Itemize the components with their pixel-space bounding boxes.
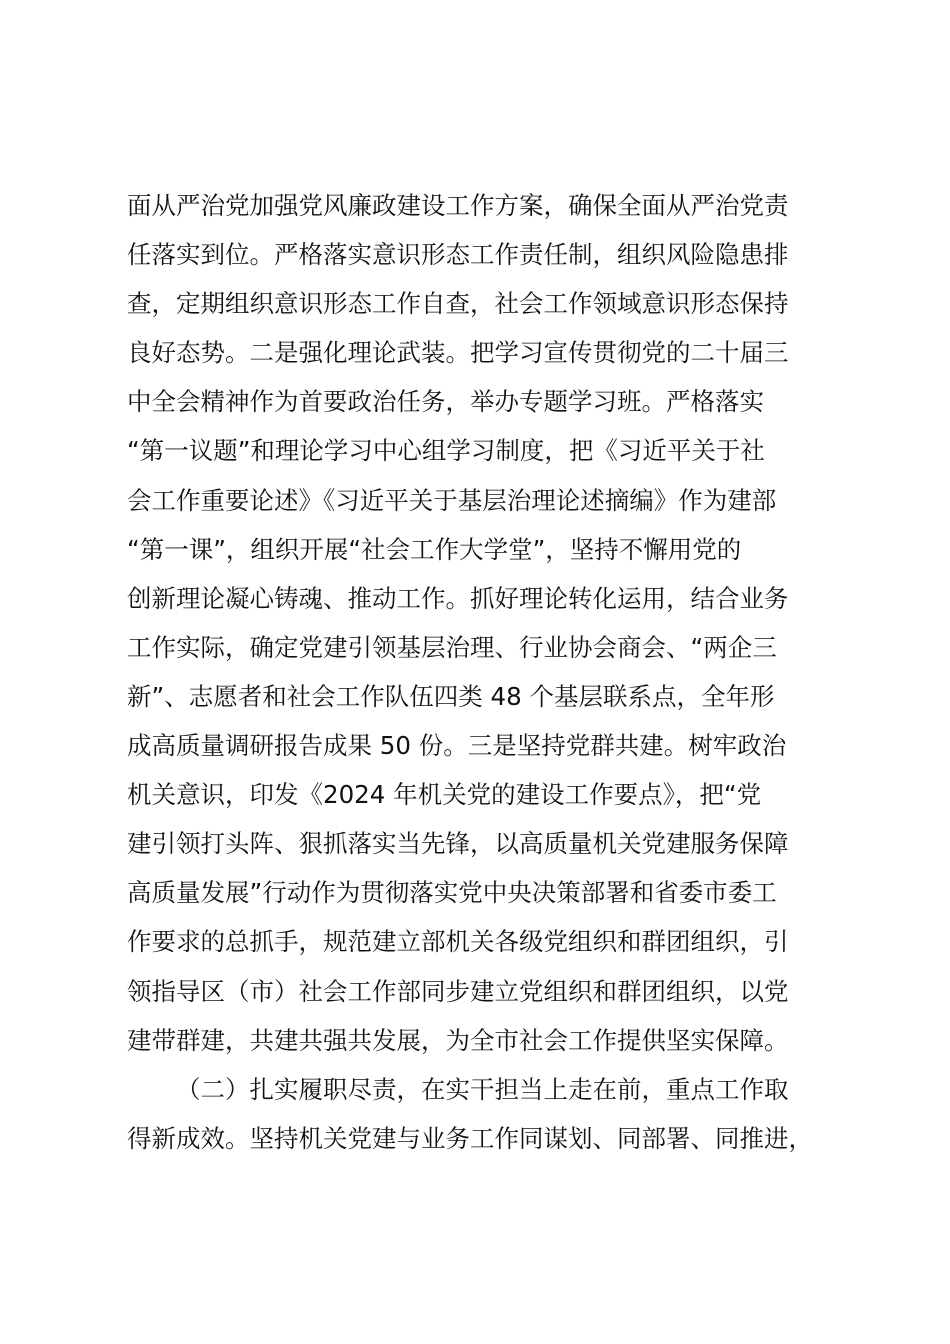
- section-heading-line: （二）扎实履职尽责，在实干担当上走在前，重点工作取: [176, 1074, 789, 1104]
- text-line: “第一课”，组织开展“社会工作大学堂”，坚持不懈用党的: [127, 534, 742, 564]
- text-line: 创新理论凝心铸魂、推动工作。抓好理论转化运用，结合业务: [127, 583, 789, 613]
- text-line: 作要求的总抓手，规范建立部机关各级党组织和群团组织，引: [127, 927, 789, 957]
- text-line: 中全会精神作为首要政治任务，举办专题学习班。严格落实: [127, 387, 764, 417]
- text-line: 良好态势。二是强化理论武装。把学习宣传贯彻党的二十届三: [127, 338, 789, 368]
- text-line: 面从严治党加强党风廉政建设工作方案，确保全面从严治党责: [127, 191, 789, 220]
- text-line: 会工作重要论述》《习近平关于基层治理论述摘编》作为建部: [127, 485, 777, 515]
- text-line: 工作实际，确定党建引领基层治理、行业协会商会、“两企三: [127, 632, 777, 662]
- body-text: [127, 181, 837, 1163]
- text-line: 任落实到位。严格落实意识形态工作责任制，组织风险隐患排: [127, 240, 789, 270]
- text-line: 得新成效。坚持机关党建与业务工作同谋划、同部署、同推进，: [127, 1123, 813, 1153]
- text-line: 领指导区（市）社会工作部同步建立党组织和群团组织，以党: [127, 976, 789, 1006]
- text-line: “第一议题”和理论学习中心组学习制度，把《习近平关于社: [127, 436, 765, 466]
- text-line: 建带群建，共建共强共发展，为全市社会工作提供坚实保障。: [127, 1025, 789, 1055]
- text-line: 高质量发展”行动作为贯彻落实党中央决策部署和省委市委工: [127, 878, 777, 908]
- text-line: 建引领打头阵、狠抓落实当先锋，以高质量机关党建服务保障: [127, 829, 789, 859]
- text-line: 成高质量调研报告成果 50 份。三是坚持党群共建。树牢政治: [127, 731, 787, 761]
- text-line: 机关意识，印发《2024 年机关党的建设工作要点》，把“党: [127, 780, 762, 810]
- text-line: 新”、志愿者和社会工作队伍四类 48 个基层联系点，全年形: [127, 681, 775, 711]
- text-line: 查，定期组织意识形态工作自查，社会工作领域意识形态保持: [127, 289, 789, 319]
